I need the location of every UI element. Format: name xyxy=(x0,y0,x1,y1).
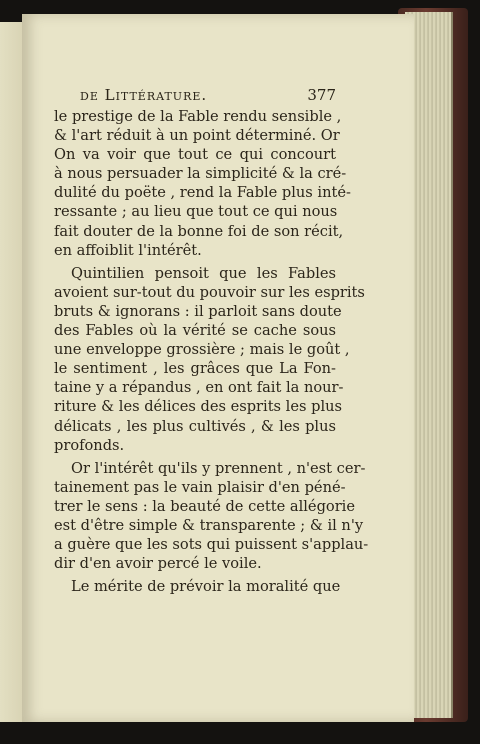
text-line: tainement pas le vain plaisir d'en péné- xyxy=(54,478,346,496)
paragraph xyxy=(54,264,365,455)
text-line: fait douter de la bonne foi de son récit, xyxy=(54,222,344,240)
text-line: le sentiment , les grâces que La Fon- xyxy=(54,360,336,378)
text-line: le prestige de la Fable rendu sensible , xyxy=(54,108,342,125)
text-line: à nous persuader la simplicité & la cré- xyxy=(54,165,347,183)
text-line: est d'être simple & transparente ; & il n'y xyxy=(54,516,364,534)
paragraph xyxy=(54,577,341,596)
text-line: & l'art réduit à un point déterminé. Or xyxy=(54,127,340,145)
text-line: Quintilien pensoit que les Fables xyxy=(71,264,336,282)
text-line: profonds. xyxy=(54,436,125,454)
body-text xyxy=(54,107,369,596)
paragraph xyxy=(54,459,369,574)
text-line: une enveloppe grossière ; mais le goût , xyxy=(54,341,350,359)
text-line: ressante ; au lieu que tout ce qui nous xyxy=(54,203,338,221)
page-number: 377 xyxy=(307,86,336,104)
paragraph xyxy=(54,107,351,260)
text-line: en affoiblit l'intérêt. xyxy=(54,241,202,259)
text-line: des Fables où la vérité se cache sous xyxy=(54,322,336,340)
text-line: Le mérite de prévoir la moralité que xyxy=(71,578,341,596)
text-line: avoient sur-tout du pouvoir sur les esprits xyxy=(54,283,365,301)
text-line: Or l'intérêt qu'ils y prennent , n'est cer- xyxy=(71,459,366,477)
text-line: a guère que les sots qui puissent s'applau- xyxy=(54,536,369,554)
text-line: riture & les délices des esprits les plus xyxy=(54,398,343,416)
text-line: délicats , les plus cultivés , & les plus xyxy=(54,417,336,435)
text-line: On va voir que tout ce qui concourt xyxy=(54,146,336,164)
text-line: bruts & ignorans : il parloit sans doute xyxy=(54,302,342,320)
text-line: taine y a répandus , en ont fait la nour- xyxy=(54,379,344,397)
running-title: de Littérature. xyxy=(80,86,208,104)
running-header xyxy=(80,86,336,104)
text-line: dir d'en avoir percé le voile. xyxy=(54,555,262,573)
left-page-edge xyxy=(0,22,23,722)
text-line: trer le sens : la beauté de cette allégorie xyxy=(54,497,355,515)
text-line: dulité du poëte , rend la Fable plus inté- xyxy=(54,184,351,202)
